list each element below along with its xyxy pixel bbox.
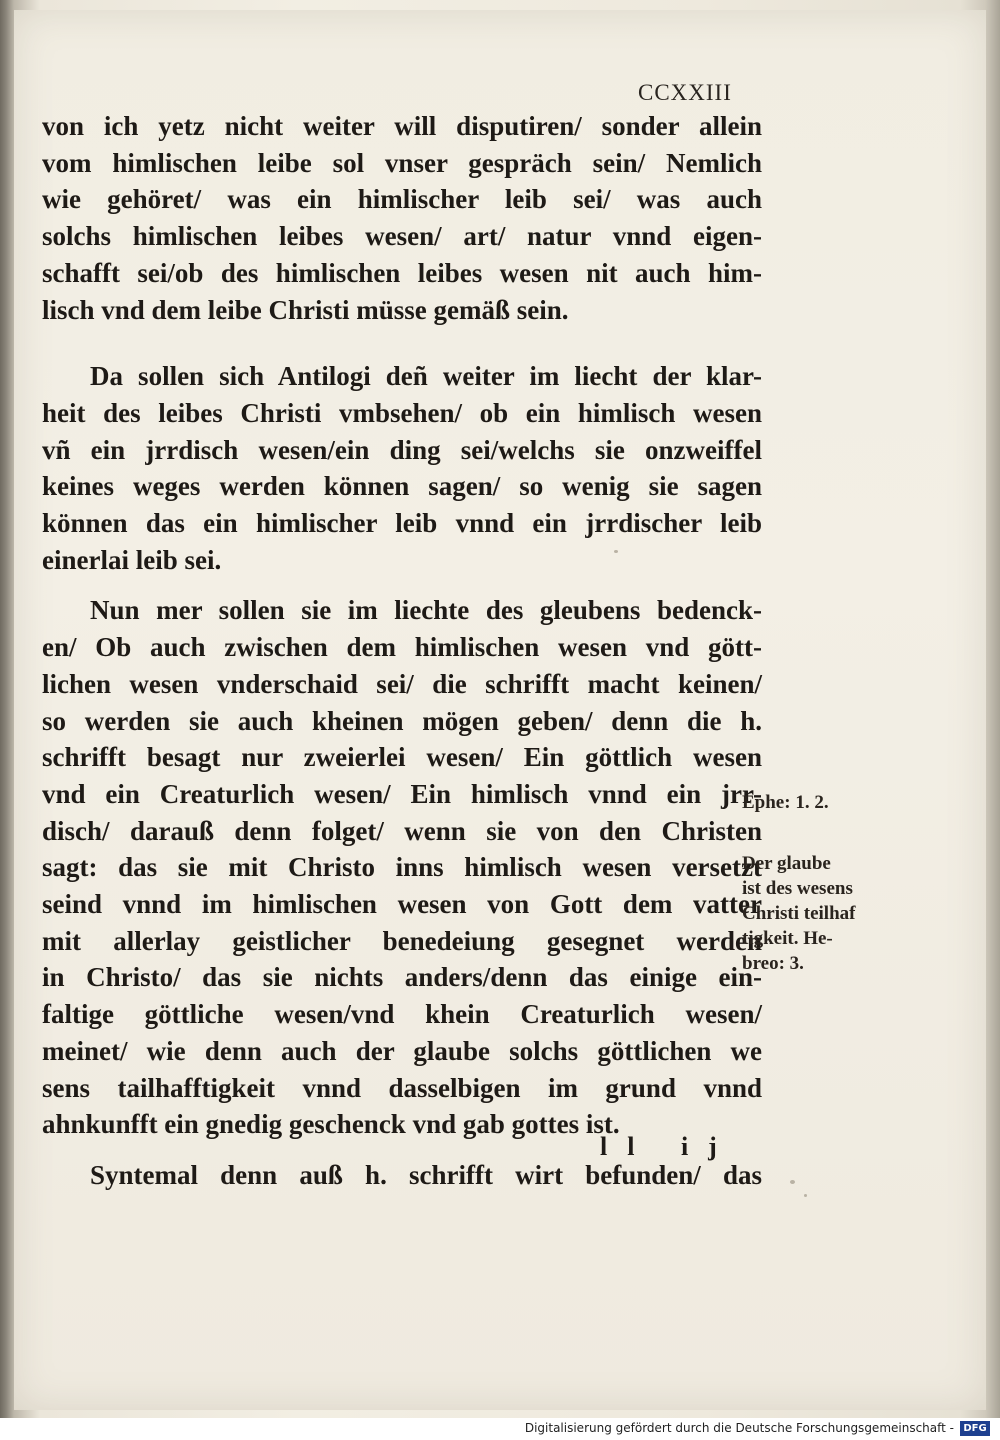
text-line: keines weges werden können sagen/ so wenig sie sagen — [42, 471, 762, 502]
text-line: Syntemal denn auß h. schrifft wirt befunden/ das — [90, 1159, 762, 1190]
text-line: Nun mer sollen sie im liechte des gleubens bedenck- — [90, 595, 762, 626]
text-line: sagt: das sie mit Christo inns himlisch wesen versetzt — [42, 852, 762, 883]
text-line: von ich yetz nicht weiter will disputiren/ sonder allein — [42, 111, 762, 141]
paper-speck — [804, 1194, 807, 1197]
marginal-gloss-line: Der glaube — [742, 853, 831, 874]
paragraph-4 — [42, 1157, 762, 1194]
marginal-gloss-line: breo: 3. — [742, 953, 804, 974]
text-line: heit des leibes Christi vmbsehen/ ob ein himlisch wesen — [42, 397, 762, 428]
marginal-reference: Ephe: 1. 2. — [742, 792, 829, 813]
text-line: ahnkunfft ein gnedig geschenck vnd gab gottes ist. — [42, 1109, 620, 1140]
text-line: schrifft besagt nur zweierlei wesen/ Ein göttlich wesen — [42, 742, 762, 773]
marginal-gloss-line: ist des wesens — [742, 878, 853, 899]
text-line: faltige göttliche wesen/vnd khein Creaturlich wesen/ — [42, 999, 762, 1030]
paragraph-3 — [42, 592, 762, 1143]
main-text — [42, 108, 762, 1194]
text-line: sens tailhafftigkeit vnnd dasselbigen im grund vnnd — [42, 1072, 762, 1103]
text-line: können das ein himlischer leib vnnd ein jrrdischer leib — [42, 508, 762, 539]
text-line: vom himlischen leibe sol vnser gespräch sein/ Nemlich — [42, 147, 762, 178]
text-line: disch/ darauß denn folget/ wenn sie von den Christen — [42, 815, 762, 846]
paragraph-1 — [42, 108, 762, 328]
folio-number: CCXXIII — [638, 80, 732, 105]
text-line: en/ Ob auch zwischen dem himlischen wesen vnd gött- — [42, 632, 762, 663]
text-line: vñ ein jrrdisch wesen/ein ding sei/welchs sie onzweiffel — [42, 434, 762, 465]
text-line: in Christo/ das sie nichts anders/denn das einige ein- — [42, 962, 762, 993]
text-line: vnd ein Creaturlich wesen/ Ein himlisch vnnd ein jrr- — [42, 778, 762, 809]
footer-bar — [0, 1418, 1000, 1440]
paragraph-2 — [42, 358, 762, 578]
signature-mark: ll ij — [600, 1132, 737, 1161]
text-line: solchs himlischen leibes wesen/ art/ natur vnnd eigen- — [42, 221, 762, 252]
text-line: einerlai leib sei. — [42, 544, 222, 575]
text-line: seind vnnd im himlischen wesen von Gott dem vatter — [42, 889, 762, 920]
text-line: schafft sei/ob des himlischen leibes wesen nit auch him- — [42, 257, 762, 288]
dfg-logo-icon: DFG — [960, 1421, 990, 1436]
text-line: Da sollen sich Antilogi deñ weiter im liecht der klar- — [90, 361, 762, 392]
text-line: lisch vnd dem leibe Christi müsse gemäß sein. — [42, 294, 569, 325]
paper-speck — [790, 1180, 795, 1184]
text-line: meinet/ wie denn auch der glaube solchs göttlichen we — [42, 1035, 762, 1066]
text-line: mit allerlay geistlicher benedeiung gesegnet werden — [42, 925, 762, 956]
funding-credit: Digitalisierung gefördert durch die Deutsche Forschungsgemeinschaft - — [524, 1421, 954, 1435]
text-line: lichen wesen vnderschaid sei/ die schrifft macht keinen/ — [42, 668, 762, 699]
text-line: so werden sie auch kheinen mögen geben/ denn die h. — [42, 705, 762, 736]
marginal-gloss-line: tigkeit. He- — [742, 928, 833, 949]
text-line: wie gehöret/ was ein himlischer leib sei/ was auch — [42, 184, 762, 215]
marginal-notes — [742, 790, 912, 976]
marginal-gloss-line: Christi teilhaf — [742, 903, 856, 924]
